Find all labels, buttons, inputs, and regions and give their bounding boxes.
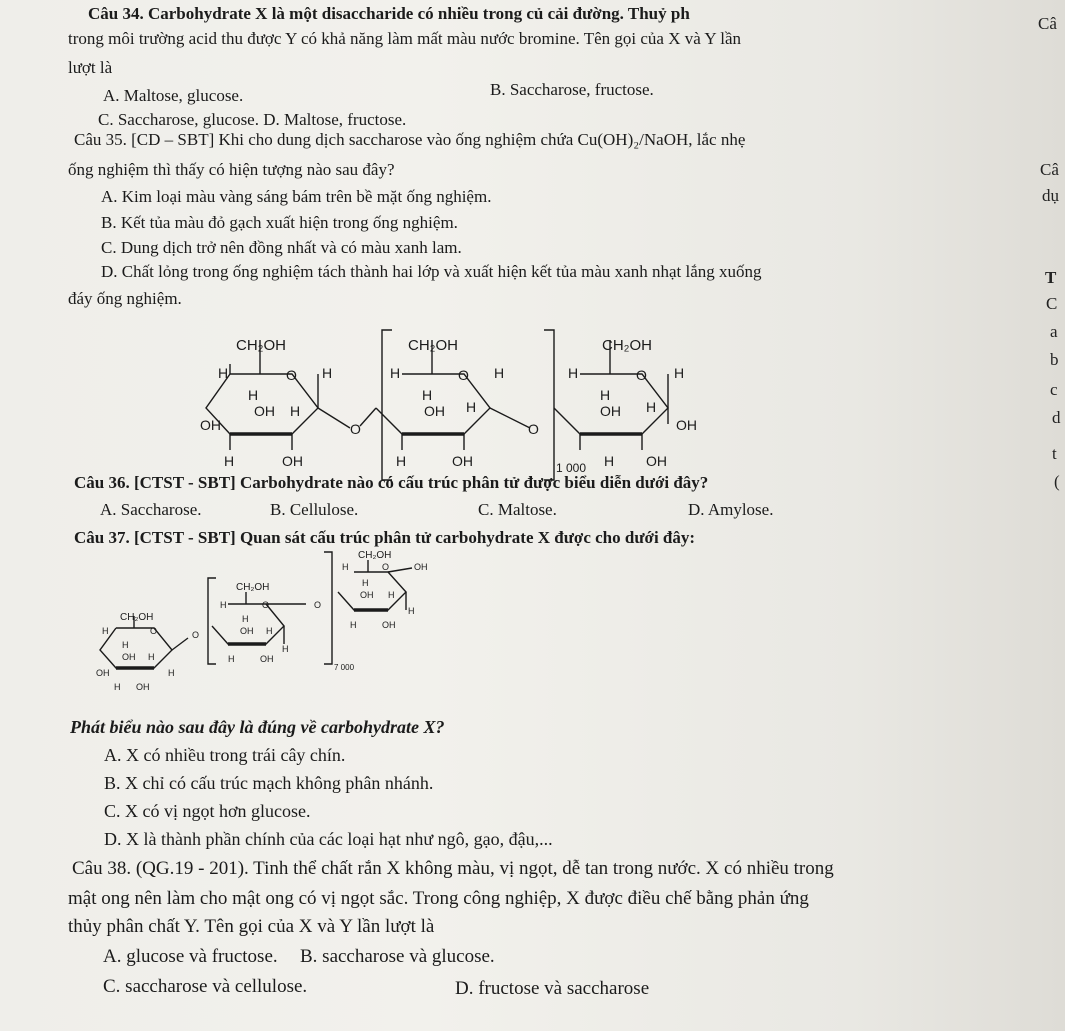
margin-fragment-3: dụ: [1042, 186, 1059, 205]
q36-structure-figure: [200, 330, 900, 490]
q37-h-5: H: [114, 682, 121, 692]
q36-option-d: D. Amylose.: [688, 500, 774, 519]
q36-h-6: H: [390, 365, 401, 381]
q37-ring-1: [96, 612, 199, 692]
q36-h-8: H: [422, 387, 433, 403]
q36-o-1: O: [286, 367, 297, 383]
q37-h-3: H: [148, 652, 155, 662]
q36-h-11: H: [568, 365, 579, 381]
q37-ch2oh-3: CH₂OH: [358, 550, 392, 561]
q37-option-c: C. X có vị ngọt hơn glucose.: [104, 801, 311, 821]
q36-oh-6: OH: [600, 403, 621, 419]
margin-fragment-11: (: [1054, 472, 1060, 491]
q36-o-bridge-1: O: [350, 421, 361, 437]
q37-oh-7: OH: [360, 590, 374, 600]
margin-fragment-8: c: [1050, 380, 1058, 399]
q36-o-bridge-2: O: [528, 421, 539, 437]
q37-repeat-count: 7 000: [334, 663, 355, 672]
q37-oh-6: OH: [414, 562, 428, 572]
q37-oh-8: OH: [382, 620, 396, 630]
q36-oh-8: OH: [646, 453, 667, 469]
q35-stem-line1: Câu 35. [CD – SBT] Khi cho dung dịch saccharose vào ống nghiệm chứa Cu(OH)₂/NaOH, lắc nhẹ: [74, 130, 746, 149]
q37-ch2oh-2: CH₂OH: [236, 582, 270, 593]
q36-h-15: H: [604, 453, 615, 469]
q34-stem-line2: trong môi trường acid thu được Y có khả năng làm mất màu nước bromine. Tên gọi của X và Y lần: [68, 29, 742, 48]
q36-oh-5: OH: [452, 453, 473, 469]
q37-h-10: H: [228, 654, 235, 664]
q37-h-14: H: [408, 606, 415, 616]
q37-o-bridge-2: O: [314, 600, 322, 610]
q37-h-8: H: [266, 626, 273, 636]
q37-o-2: O: [262, 600, 270, 610]
q36-ch2oh-3: CH₂OH: [602, 337, 652, 354]
q35-option-c: C. Dung dịch trở nên đồng nhất và có màu xanh lam.: [101, 238, 462, 257]
margin-fragment-6: a: [1050, 322, 1058, 341]
margin-fragment-10: t: [1052, 444, 1057, 463]
margin-fragment-1: Câ: [1038, 14, 1057, 33]
margin-fragment-7: b: [1050, 350, 1059, 369]
q36-h-2: H: [322, 365, 333, 381]
q37-h-4: H: [168, 668, 175, 678]
q37-h-1: H: [102, 626, 109, 636]
q37-h-2: H: [122, 640, 129, 650]
q35-option-d-line1: D. Chất lỏng trong ống nghiệm tách thành hai lớp và xuất hiện kết tủa màu xanh nhạt lắng xuống: [101, 262, 762, 281]
margin-fragment-4: T: [1045, 268, 1057, 287]
q37-h-11: H: [342, 562, 349, 572]
q37-ch2oh-1: CH₂OH: [120, 612, 154, 623]
q36-oh-3: OH: [282, 453, 303, 469]
q36-o-2: O: [458, 367, 469, 383]
q37-h-12: H: [362, 578, 369, 588]
q34-option-c-d: C. Saccharose, glucose. D. Maltose, fructose.: [98, 110, 407, 129]
q36-ring-right: [554, 337, 697, 469]
q37-ring-2: [212, 582, 321, 664]
q35-option-b: B. Kết tủa màu đỏ gạch xuất hiện trong ống nghiệm.: [101, 213, 458, 232]
q34-option-b: B. Saccharose, fructose.: [490, 80, 654, 99]
q36-h-3: H: [248, 387, 259, 403]
q36-option-a: A. Saccharose.: [100, 500, 202, 519]
margin-fragment-5: C: [1046, 294, 1058, 313]
q38-stem-line3: thủy phân chất Y. Tên gọi của X và Y lần lượt là: [68, 916, 435, 937]
q36-oh-4: OH: [424, 403, 445, 419]
q34-option-a: A. Maltose, glucose.: [103, 86, 244, 105]
q35-option-d-line2: đáy ống nghiệm.: [68, 289, 182, 308]
q37-structure-figure: [96, 548, 456, 698]
q38-stem-line2: mật ong nên làm cho mật ong có vị ngọt sắc. Trong công nghiệp, X được điều chế bằng phản ứng: [68, 888, 809, 909]
q37-oh-4: OH: [240, 626, 254, 636]
margin-fragment-9: d: [1052, 408, 1061, 427]
q37-h-7: H: [242, 614, 249, 624]
q38-option-c: C. saccharose và cellulose.: [103, 976, 308, 997]
q36-oh-2: OH: [200, 417, 221, 433]
q36-h-14: H: [646, 399, 657, 415]
q38-option-a: A. glucose và fructose.: [103, 946, 278, 967]
q36-ring-left: [200, 337, 361, 469]
q36-oh-7: OH: [676, 417, 697, 433]
q37-stem: Câu 37. [CTST - SBT] Quan sát cấu trúc phân tử carbohydrate X được cho dưới đây:: [74, 528, 696, 547]
q36-option-c: C. Maltose.: [478, 500, 557, 519]
q34-stem-line1: Câu 34. Carbohydrate X là một disaccharide có nhiều trong củ cải đường. Thuỷ ph: [88, 4, 690, 23]
q37-oh-2: OH: [96, 668, 110, 678]
q36-ch2oh-2: CH₂OH: [408, 337, 458, 354]
q36-h-9: H: [466, 399, 477, 415]
margin-fragment-2: Câ: [1040, 160, 1059, 179]
q35-stem-line2: ống nghiệm thì thấy có hiện tượng nào sau đây?: [68, 160, 395, 179]
q37-o-bridge-1: O: [192, 630, 200, 640]
q36-oh-1: OH: [254, 403, 275, 419]
q35-option-a: A. Kim loại màu vàng sáng bám trên bề mặt ống nghiệm.: [101, 187, 492, 206]
q36-option-b: B. Cellulose.: [270, 500, 359, 519]
q36-h-4: H: [290, 403, 301, 419]
q37-o-3: O: [382, 562, 390, 572]
q34-stem-line3: lượt là: [68, 58, 113, 77]
q36-h-7: H: [494, 365, 505, 381]
q37-oh-1: OH: [122, 652, 136, 662]
q37-prompt: Phát biểu nào sau đây là đúng về carbohydrate X?: [70, 717, 445, 737]
q37-oh-3: OH: [136, 682, 150, 692]
q38-option-d: D. fructose và saccharose: [455, 978, 650, 999]
q37-option-b: B. X chỉ có cấu trúc mạch không phân nhánh.: [104, 773, 434, 793]
q36-ch2oh-1: CH₂OH: [236, 337, 286, 354]
q37-option-d: D. X là thành phần chính của các loại hạt như ngô, gạo, đậu,...: [104, 829, 553, 849]
q36-ring-middle: [360, 337, 539, 469]
q36-h-5: H: [224, 453, 235, 469]
q37-h-9: H: [282, 644, 289, 654]
q36-h-13: H: [600, 387, 611, 403]
q36-stem: Câu 36. [CTST - SBT] Carbohydrate nào có cấu trúc phân tử được biểu diễn dưới đây?: [74, 473, 709, 492]
q37-h-13: H: [388, 590, 395, 600]
q38-stem-line1: Câu 38. (QG.19 - 201). Tinh thể chất rắn X không màu, vị ngọt, dễ tan trong nước. X có nhiều trong: [72, 858, 834, 879]
q37-oh-5: OH: [260, 654, 274, 664]
q37-h-15: H: [350, 620, 357, 630]
q37-ring-3: [338, 550, 428, 630]
q36-h-12: H: [674, 365, 685, 381]
q37-o-1: O: [150, 626, 158, 636]
q38-option-b: B. saccharose và glucose.: [300, 946, 495, 967]
q36-h-1: H: [218, 365, 229, 381]
q36-h-10: H: [396, 453, 407, 469]
q36-repeat-count: 1 000: [556, 461, 587, 475]
q37-option-a: A. X có nhiều trong trái cây chín.: [104, 745, 346, 765]
q36-o-3: O: [636, 367, 647, 383]
q37-h-6: H: [220, 600, 227, 610]
